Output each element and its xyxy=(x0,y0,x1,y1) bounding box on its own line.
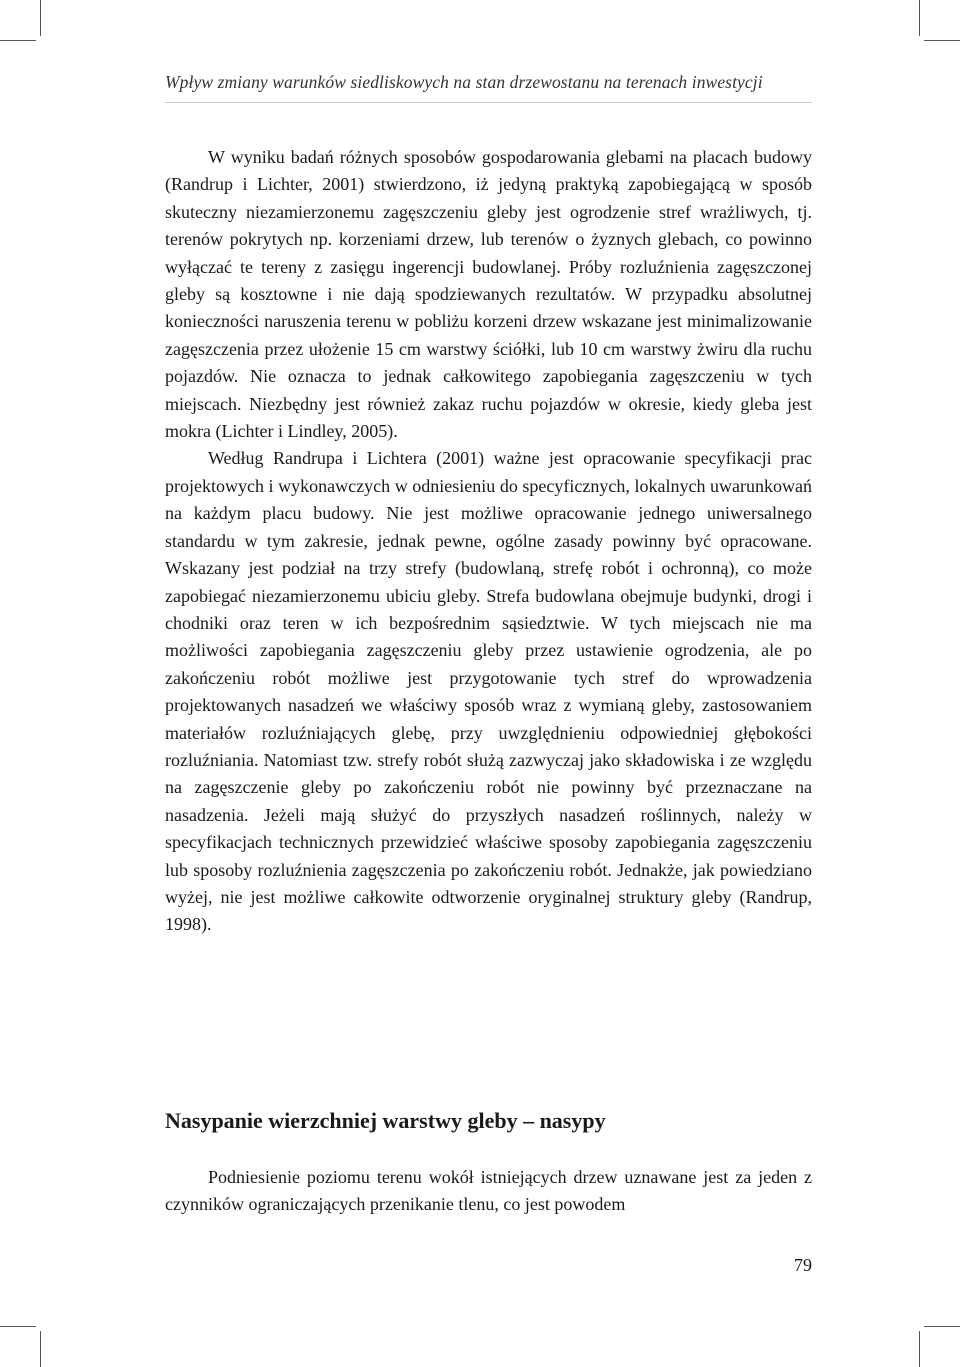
crop-mark-top-left-v xyxy=(40,0,41,36)
running-header: Wpływ zmiany warunków siedliskowych na stan drzewostanu na terenach inwestycji xyxy=(165,72,763,92)
crop-mark-top-right-v xyxy=(919,0,920,36)
crop-mark-bottom-right-h xyxy=(924,1326,960,1327)
paragraph-2: Według Randrupa i Lichtera (2001) ważne jest opracowanie specyfikacji prac projektowych i wykonawczych w odniesieniu do specyficznych, lokalnych uwarunkowań na każdym placu budowy. Nie jest możliwe opracowanie jednego uniwersalnego standardu w tym zakresie, jednak pewne, ogólne zasady powinny być opracowane. Wskazany jest podział na trzy strefy (budowlaną, strefę robót i ochronną), co może zapobiegać niezamierzonemu ubiciu gleby. Strefa budowlana obejmuje budynki, drogi i chodniki oraz teren w ich bezpośrednim sąsiedztwie. W tych miejscach nie ma możliwości zapobiegania zagęszczeniu gleby przez ustawienie ogrodzenia, ale po zakończeniu robót możliwe jest przygotowanie tych stref do wprowadzenia projektowanych nasadzeń we właściwy sposób wraz z wymianą gleby, zastosowaniem materiałów rozluźniających glebę, przy uwzględnieniu odpowiedniej głębokości rozluźniania. Natomiast tzw. strefy robót służą zazwyczaj jako składowiska i ze względu na zagęszczenie gleby po zakończeniu robót nie powinny być przeznaczane na nasadzenia. Jeżeli mają służyć do przyszłych nasadzeń roślinnych, należy w specyfikacjach technicznych przewidzieć właściwe sposoby zapobiegania zagęszczeniu lub sposoby rozluźnienia zagęszczenia po zakończeniu robót. Jednakże, jak powiedziano wyżej, nie jest możliwe całkowite odtworzenie oryginalnej struktury gleby (Randrup, 1998). xyxy=(165,448,812,935)
section-heading: Nasypanie wierzchniej warstwy gleby – nasypy xyxy=(165,1108,606,1133)
header-rule xyxy=(165,102,812,103)
page-number: 79 xyxy=(794,1255,812,1275)
section-paragraph: Podniesienie poziomu terenu wokół istniejących drzew uznawane jest za jeden z czynników ograniczających przenikanie tlenu, co jest powodem xyxy=(165,1167,812,1215)
crop-mark-top-right-h xyxy=(924,40,960,41)
crop-mark-bottom-left-h xyxy=(0,1326,36,1327)
section-body xyxy=(165,1164,812,1219)
crop-mark-bottom-left-v xyxy=(40,1331,41,1367)
body-text xyxy=(165,144,812,939)
paragraph-1: W wyniku badań różnych sposobów gospodarowania glebami na placach budowy (Randrup i Lichter, 2001) stwierdzono, iż jedyną praktyką zapobiegającą w sposób skuteczny niezamierzonemu zagęszczeniu gleby jest ogrodzenie stref wrażliwych, tj. terenów pokrytych np. korzeniami drzew, lub terenów o żyznych glebach, co powinno wyłączać te tereny z zasięgu ingerencji budowlanej. Próby rozluźnienia zagęszczonej gleby są kosztowne i nie dają spodziewanych rezultatów. W przypadku absolutnej konieczności naruszenia terenu w pobliżu korzeni drzew wskazane jest minimalizowanie zagęszczenia przez ułożenie 15 cm warstwy ściółki, lub 10 cm warstwy żwiru dla ruchu pojazdów. Nie oznacza to jednak całkowitego zapobiegania zagęszczeniu w tych miejscach. Niezbędny jest również zakaz ruchu pojazdów w okresie, kiedy gleba jest mokra (Lichter i Lindley, 2005). xyxy=(165,147,812,442)
crop-mark-top-left-h xyxy=(0,40,36,41)
crop-mark-bottom-right-v xyxy=(919,1331,920,1367)
